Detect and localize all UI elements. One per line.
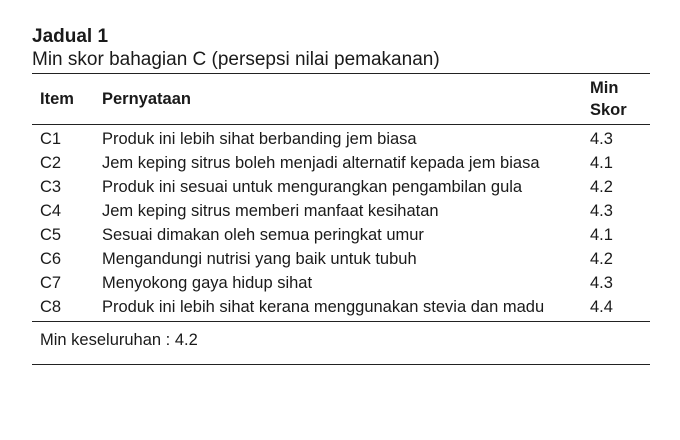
cropped-text-fragment	[32, 432, 38, 440]
row-statement: Produk ini lebih sihat kerana menggunakan stevia dan madu	[102, 298, 545, 316]
row-item: C3	[40, 178, 62, 196]
header-mean-score-line2: Skor	[590, 101, 627, 119]
row-score: 4.3	[590, 130, 613, 148]
header-mean-score-line1: Min	[590, 79, 619, 97]
header-mean-score	[582, 74, 650, 125]
row-item: C2	[40, 154, 62, 172]
row-statement: Produk ini sesuai untuk mengurangkan pengambilan gula	[102, 178, 523, 196]
overall-mean: Min keseluruhan : 4.2	[40, 331, 198, 349]
row-statement: Menyokong gaya hidup sihat	[102, 274, 313, 292]
row-item: C6	[40, 250, 62, 268]
row-statement: Produk ini lebih sihat berbanding jem biasa	[102, 130, 417, 148]
table-row	[32, 151, 650, 175]
table-row	[32, 271, 650, 295]
row-score: 4.1	[590, 226, 613, 244]
row-item: C5	[40, 226, 62, 244]
row-score: 4.2	[590, 178, 613, 196]
table-row	[32, 125, 650, 152]
mean-score-table	[32, 73, 650, 365]
row-statement: Jem keping sitrus boleh menjadi alternatif kepada jem biasa	[102, 154, 540, 172]
row-score: 4.4	[590, 298, 613, 316]
row-statement: Sesuai dimakan oleh semua peringkat umur	[102, 226, 424, 244]
header-statement: Pernyataan	[102, 90, 191, 108]
row-item: C4	[40, 202, 62, 220]
table-row	[32, 247, 650, 271]
row-statement: Mengandungi nutrisi yang baik untuk tubuh	[102, 250, 417, 268]
table-header-row	[32, 74, 650, 125]
row-score: 4.3	[590, 274, 613, 292]
table-row	[32, 223, 650, 247]
row-item: C8	[40, 298, 62, 316]
row-item: C1	[40, 130, 62, 148]
row-statement: Jem keping sitrus memberi manfaat kesihatan	[102, 202, 439, 220]
table-caption: Min skor bahagian C (persepsi nilai pemakanan)	[32, 49, 440, 70]
table-label: Jadual 1	[32, 26, 109, 47]
row-item: C7	[40, 274, 62, 292]
table-row	[32, 175, 650, 199]
header-item: Item	[40, 90, 74, 108]
table-footer-row	[32, 322, 650, 365]
table-row	[32, 199, 650, 223]
row-score: 4.2	[590, 250, 613, 268]
document-page	[32, 26, 650, 365]
row-score: 4.3	[590, 202, 613, 220]
row-score: 4.1	[590, 154, 613, 172]
table-row	[32, 295, 650, 322]
